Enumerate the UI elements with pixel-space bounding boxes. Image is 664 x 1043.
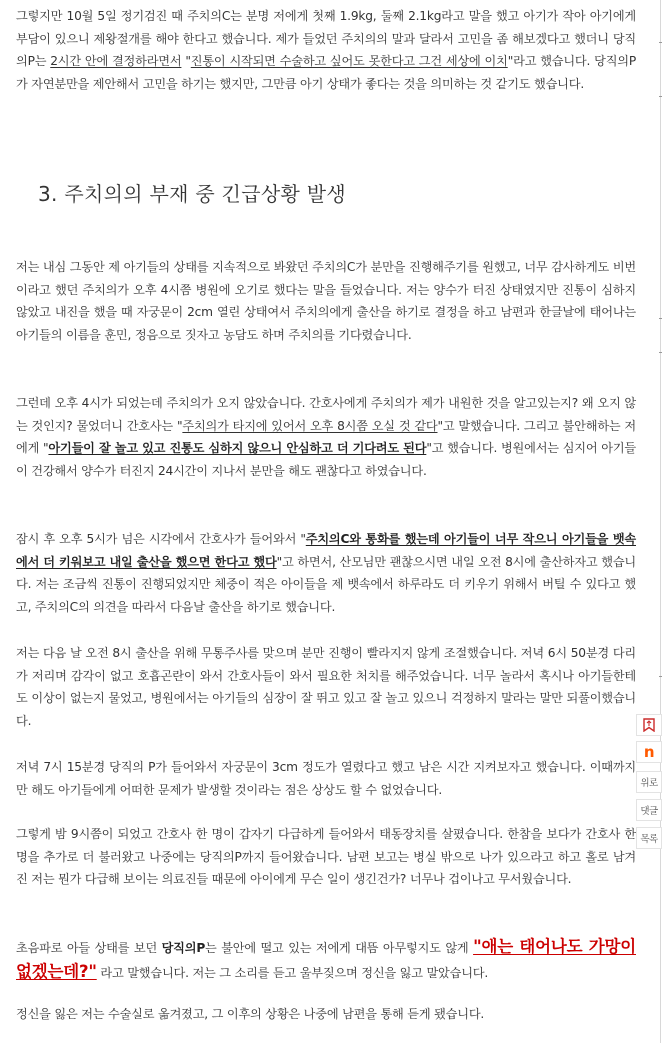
text: 그렇지만 10월 5일 정기검진 때 주치의C는 분명 저에게 첫째 1.9kg, 둘째 2.1kg라고 말을 했고 아기가 작아 아기에게 부담이 있으니 제왕절개를 해야 한다고 했습니다. 제가 들었던 주치의의 말과 달라서 고민을 좀 해보겠다고 했더니 당직의P는	[16, 9, 636, 69]
paragraph-715pm	[16, 756, 636, 801]
text: 는 불안에 떨고 있는 저에게 대뜸 아무렇지도 않게	[205, 941, 474, 955]
list-label: 목록	[640, 834, 658, 845]
text: 정신을 잃은 저는 수술실로 옮겨졌고, 그 이후의 상황은 나중에 남편을 통해 듣게 됐습니다.	[16, 1007, 485, 1021]
scroll-top-button[interactable]	[636, 771, 662, 793]
paragraph-surgery	[16, 1003, 636, 1026]
text: "고 하면서, 산모님만 괜찮으시면 내일 오전 8시에 출산하자고 했습니다. 저는 조금씩 진통이 진행되었지만 체중이 적은 아이들을 제 뱃속에서 하루라도 더 키우기 위해서 버틸 수 있다고 했고, 주치의C의 의견을 따라서 다음날 출산을 하기로 했습니다.	[16, 554, 636, 615]
comment-button[interactable]	[636, 799, 662, 821]
list-button[interactable]	[636, 827, 662, 849]
text: 저는 다음 날 오전 8시 출산을 위해 무통주사를 맞으며 분만 진행이 빨라지지 않게 조절했습니다. 저녁 6시 50분경 다리가 저리며 감각이 없고 호흡곤란이 와서 간호사들이 와서 필요한 처치를 해주었습니다. 너무 놀라서 혹시나 아기들한테도 이상이 없는지 물었고, 병원에서는 아기들의 심장이 잘 뛰고 있고 잘 놀고 있으니 걱정하지 말라는 말만 되풀이했습니다.	[16, 646, 636, 729]
comment-label: 댓글	[640, 806, 658, 817]
text: 잠시 후 오후 5시가 넘은 시각에서 간호사가 들어와서 "	[16, 532, 306, 546]
paragraph-9pm	[16, 823, 636, 891]
right-border	[660, 0, 661, 1043]
bold-quote: 주치의C와 통화를 했는데 아기들이 너무 작으니 아기들을 뱃속에서 더 키워보고 내일 출산을 했으면 한다고 했다	[16, 532, 636, 569]
paragraph-checkup	[16, 5, 636, 96]
scroll-tick	[659, 318, 662, 319]
bookmark-button[interactable]	[636, 714, 662, 736]
scroll-tick	[659, 42, 662, 43]
bold-text: 당직의P	[161, 941, 206, 955]
section-heading: 3. 주치의의 부재 중 긴급상황 발생	[38, 182, 347, 206]
text: 그런데 오후 4시가 되었는데 주치의가 오지 않았습니다. 간호사에게 주치의가 제가 내원한 것을 알고있는지? 왜 오지 않는 것인지? 물었더니 간호사는 "	[16, 396, 636, 433]
text: "고 말했습니다. 그리고 불안해하는 저에게 "	[16, 418, 636, 456]
text: 초음파로 아들 상태를 보던	[16, 941, 162, 955]
paragraph-4pm	[16, 392, 636, 483]
text: 그렇게 밤 9시쯤이 되었고 간호사 한 명이 갑자기 다급하게 들어와서 태동장치를 살폈습니다. 한참을 보다가 간호사 한명을 추가로 더 불러왔고 나중에는 당직의P까지 들어왔습니다. 남편 보고는 병실 밖으로 나가 있으라고 하고 홀로 남겨진 저는 뭔가 다급해 보이는 의료진들 때문에 아이에게 무슨 일이 생긴건가? 너무나 겁이나고 무서웠습니다.	[16, 827, 636, 887]
paragraph-waiting	[16, 256, 636, 347]
paragraph-ultrasound	[16, 935, 636, 985]
paragraph-next-day	[16, 642, 636, 733]
underlined-quote: 주치의가 타지에 있어서 오후 8시쯤 오실 것 같다	[182, 418, 438, 433]
text: 저는 내심 그동안 제 아기들의 상태를 지속적으로 봐왔던 주치의C가 분만을 진행해주기를 원했고, 너무 감사하게도 비번이라고 했던 주치의가 오후 4시쯤 병원에 오기로 했다는 말을 들었습니다. 저는 양수가 터진 상태였지만 진통이 심하지 않았고 내진을 했을 때 자궁문이 2cm 열린 상태여서 주치의에게 출산을 하기로 결정을 하고 남편과 한글날에 태어나는 아기들의 이름을 훈민, 정음으로 짓자고 농담도 하며 주치의를 기다렸습니다.	[16, 260, 636, 343]
text: 라고 말했습니다. 저는 그 소리를 듣고 울부짖으며 정신을 잃고 말았습니다.	[96, 966, 489, 980]
bold-quote: 아기들이 잘 놀고 있고 진통도 심하지 않으니 안심하고 더 기다려도 된다	[48, 441, 427, 456]
scroll-tick	[659, 96, 662, 97]
text: "고 했습니다. 병원에서는 심지어 아기들이 건강해서 양수가 터진지 24시간이 지나서 분만을 해도 괜찮다고 하였습니다.	[16, 441, 636, 479]
paragraph-5pm	[16, 528, 636, 619]
naver-n-icon: n	[643, 743, 655, 761]
underlined-quote: 진통이 시작되면 수술하고 싶어도 못한다고 그건 세상에 이치	[190, 54, 508, 69]
underlined-text: 2시간 안에 결정하라면서	[50, 54, 182, 69]
scroll-tick	[659, 676, 662, 677]
scroll-tick	[659, 352, 662, 353]
scroll-top-label: 위로	[640, 778, 658, 789]
naver-share-button[interactable]	[636, 741, 662, 763]
text: "	[181, 54, 191, 69]
text: 저녁 7시 15분경 당직의 P가 들어와서 자궁문이 3cm 정도가 열렸다고 했고 남은 시간 지켜보자고 했습니다. 이때까지만 해도 아기들에게 어떠한 문제가 발생할 것이라는 점은 상상도 할 수 없었습니다.	[16, 760, 636, 797]
bookmark-icon	[643, 718, 655, 732]
text: "라고 했습니다. 당직의P가 자연분만을 제안해서 고민을 하기는 했지만, 그만큼 아기 상태가 좋다는 것을 의미하는 것 같기도 했습니다.	[16, 54, 636, 92]
red-quote: "애는 태어나도 가망이 없겠는데?"	[16, 937, 636, 981]
